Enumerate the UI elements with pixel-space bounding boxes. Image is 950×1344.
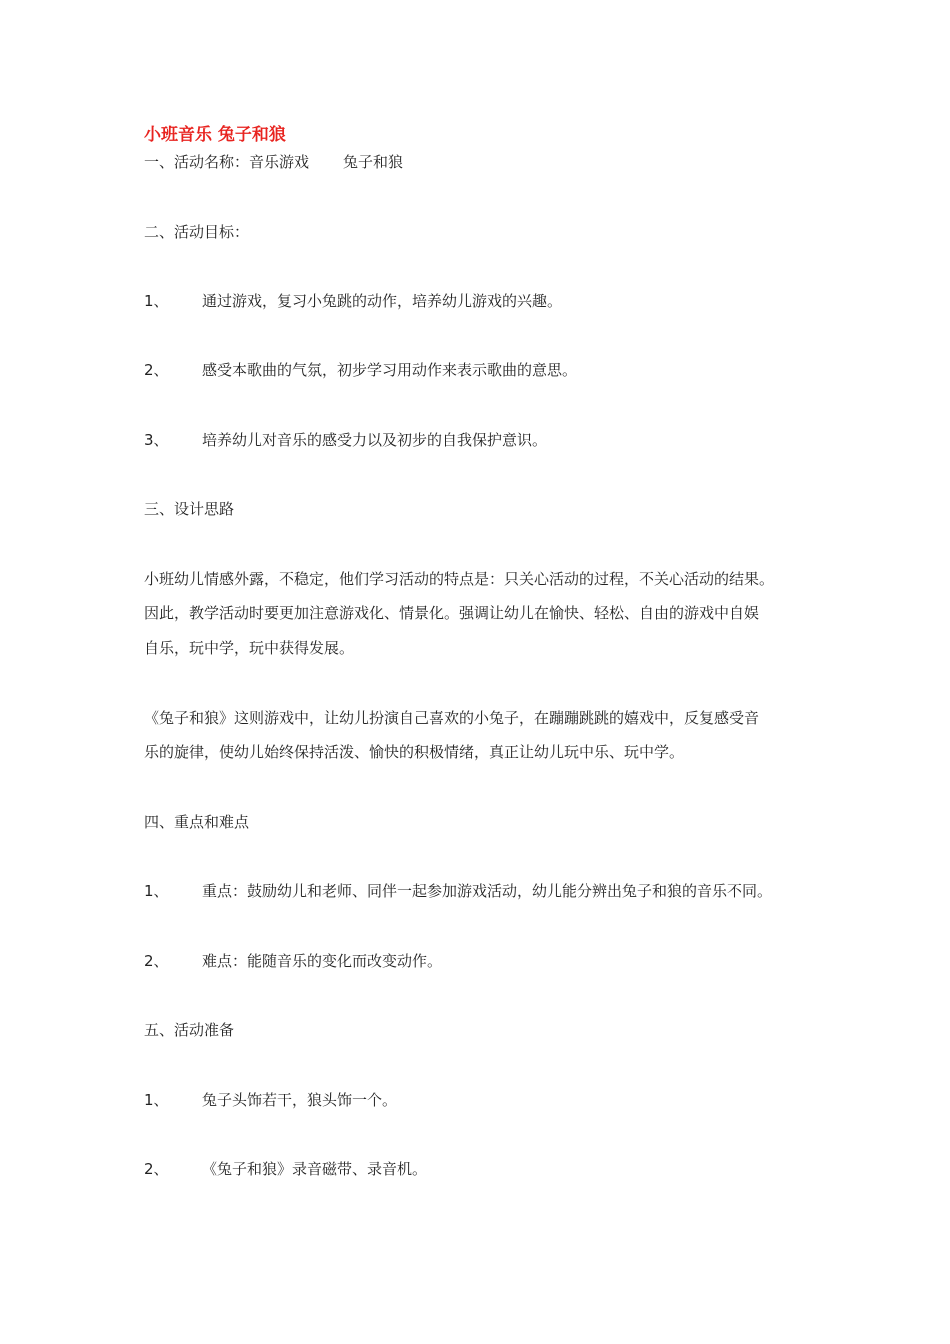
keypoint-number: 1、 bbox=[144, 882, 169, 900]
goal-number: 2、 bbox=[144, 361, 169, 379]
goal-number: 3、 bbox=[144, 431, 169, 449]
preparation-item bbox=[144, 1090, 397, 1110]
goal-number: 1、 bbox=[144, 292, 169, 310]
goal-text: 感受本歌曲的气氛，初步学习用动作来表示歌曲的意思。 bbox=[202, 361, 578, 379]
preparation-number: 1、 bbox=[144, 1091, 169, 1109]
document-title: 小班音乐 兔子和狼 bbox=[144, 125, 286, 145]
preparation-item bbox=[144, 1159, 427, 1179]
keypoint-number: 2、 bbox=[144, 952, 169, 970]
activity-name-label: 一、活动名称：音乐游戏 bbox=[144, 153, 310, 171]
goal-item bbox=[144, 360, 577, 380]
keypoint-item bbox=[144, 951, 442, 971]
design-paragraph-line: 《兔子和狼》这则游戏中，让幼儿扮演自己喜欢的小兔子，在蹦蹦跳跳的嬉戏中，反复感受音 bbox=[144, 709, 760, 727]
preparation-number: 2、 bbox=[144, 1160, 169, 1178]
keypoint-text: 重点：鼓励幼儿和老师、同伴一起参加游戏活动，幼儿能分辨出兔子和狼的音乐不同。 bbox=[202, 882, 773, 900]
goal-text: 通过游戏，复习小兔跳的动作，培养幼儿游戏的兴趣。 bbox=[202, 292, 563, 310]
preparation-heading: 五、活动准备 bbox=[144, 1021, 235, 1039]
goal-item bbox=[144, 430, 547, 450]
goal-text: 培养幼儿对音乐的感受力以及初步的自我保护意识。 bbox=[202, 431, 548, 449]
design-paragraph-line: 自乐，玩中学，玩中获得发展。 bbox=[144, 639, 355, 657]
design-paragraph-line: 乐的旋律，使幼儿始终保持活泼、愉快的积极情绪，真正让幼儿玩中乐、玩中学。 bbox=[144, 743, 685, 761]
preparation-text: 兔子头饰若干，狼头饰一个。 bbox=[202, 1091, 398, 1109]
goals-heading: 二、活动目标： bbox=[144, 223, 250, 241]
keypoint-item bbox=[144, 881, 772, 901]
design-heading: 三、设计思路 bbox=[144, 500, 235, 518]
activity-name-value: 兔子和狼 bbox=[343, 153, 404, 171]
activity-name-line bbox=[144, 152, 403, 172]
keypoint-text: 难点：能随音乐的变化而改变动作。 bbox=[202, 952, 443, 970]
design-paragraph-line: 小班幼儿情感外露，不稳定，他们学习活动的特点是：只关心活动的过程，不关心活动的结果。 bbox=[144, 570, 775, 588]
design-paragraph-line: 因此，教学活动时要更加注意游戏化、情景化。强调让幼儿在愉快、轻松、自由的游戏中自娱 bbox=[144, 604, 760, 622]
preparation-text: 《兔子和狼》录音磁带、录音机。 bbox=[202, 1160, 428, 1178]
goal-item bbox=[144, 291, 562, 311]
keypoints-heading: 四、重点和难点 bbox=[144, 813, 250, 831]
